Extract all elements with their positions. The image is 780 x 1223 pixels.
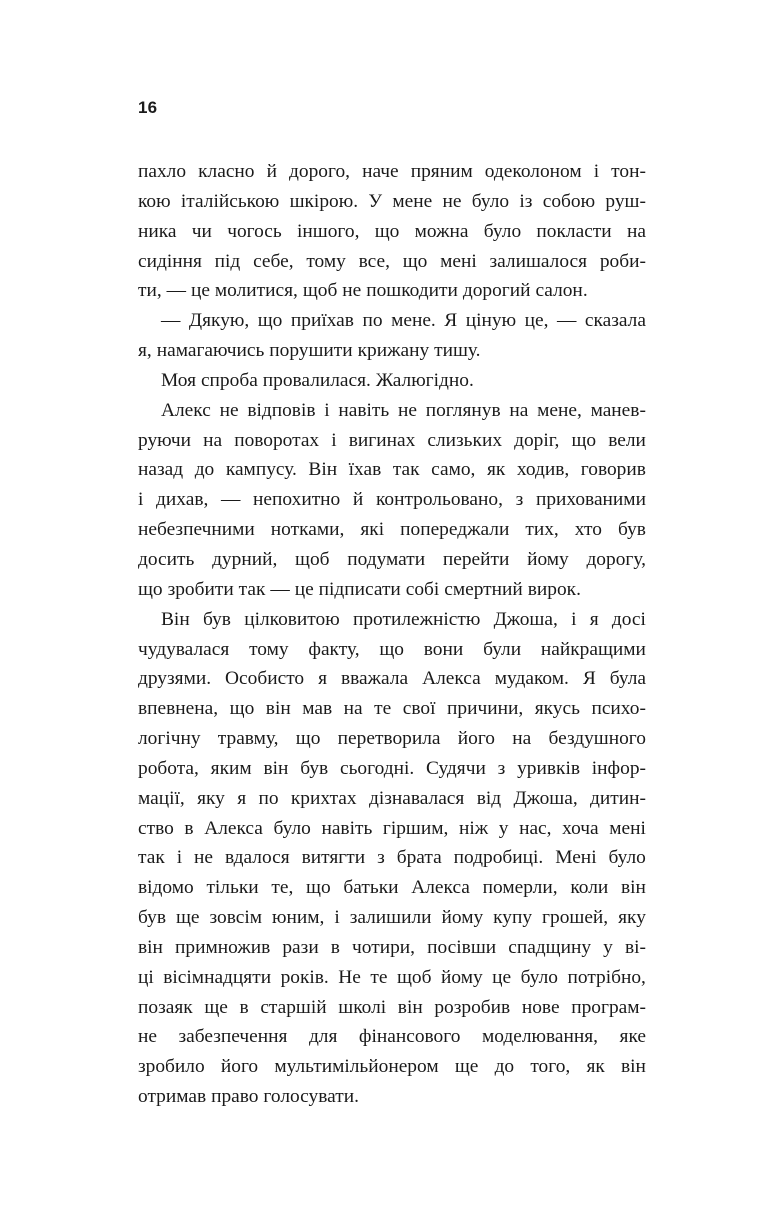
text-word: Алекса: [422, 668, 481, 690]
text-word: були: [483, 638, 522, 660]
text-word: примножив: [175, 936, 271, 958]
text-word: купу: [493, 907, 533, 929]
text-word: розробив: [434, 996, 511, 1018]
text-word: на: [626, 220, 646, 242]
text-word: це: [492, 966, 512, 988]
text-word: і: [138, 489, 144, 511]
text-word: Судячи: [426, 757, 486, 779]
text-word: спадщину: [508, 936, 592, 958]
text-line: що зробити так — це підписати собі смертний вирок.: [138, 578, 581, 600]
text-word: логічну: [138, 728, 201, 750]
text-word: поворотах: [234, 429, 320, 451]
text-word: перейти: [442, 548, 510, 570]
text-word: собою: [542, 190, 596, 212]
text-word: що: [571, 429, 597, 451]
text-word: говорив: [580, 459, 646, 481]
text-word: якусь: [534, 698, 580, 720]
text-word: старшій: [260, 996, 327, 1018]
text-word: того,: [530, 1056, 571, 1078]
text-line: [138, 993, 646, 1023]
text-word: яку: [197, 787, 225, 809]
text-word: і: [334, 907, 340, 929]
text-word: італійською: [180, 190, 280, 212]
text-line: я, намагаючись порушити крижану тишу.: [138, 340, 481, 362]
text-line: [138, 187, 646, 217]
text-word: фінансового: [358, 1026, 461, 1048]
text-word: я: [318, 668, 328, 690]
text-word: приїхав: [290, 310, 354, 332]
text-line: [138, 426, 646, 456]
text-word: мене,: [537, 399, 582, 421]
text-word: пряним: [410, 161, 473, 182]
text-word: Алекс: [161, 399, 211, 421]
text-word: мультимільйонером: [274, 1056, 439, 1078]
text-line: [138, 455, 646, 485]
text-word: по: [362, 310, 383, 332]
text-word: подумати: [347, 548, 426, 570]
text-word: поглянув: [425, 399, 501, 421]
paragraph: [138, 306, 646, 366]
text-word: мені: [440, 250, 477, 272]
text-word: досить: [138, 548, 195, 570]
text-word: що: [257, 310, 283, 332]
text-word: школі: [338, 996, 387, 1018]
text-word: у: [498, 817, 509, 839]
text-word: що: [306, 877, 331, 899]
text-word: те,: [271, 877, 294, 899]
text-word: У: [368, 190, 383, 212]
text-word: ника: [138, 220, 177, 242]
text-word: у: [603, 936, 613, 958]
text-word: Він: [308, 459, 338, 481]
text-word: класно: [198, 161, 255, 182]
text-word: в: [184, 817, 194, 839]
text-word: рази: [282, 936, 319, 958]
text-word: які: [360, 519, 385, 541]
text-word: контрольовано,: [375, 489, 503, 511]
text-word: дізнавалася: [368, 787, 465, 809]
text-word: чудувалася: [138, 638, 230, 660]
text-word: до: [194, 459, 215, 481]
paragraph: [138, 157, 646, 306]
text-word: ві-: [624, 936, 646, 958]
text-word: подробиці.: [453, 847, 544, 869]
text-word: вигинах: [348, 429, 416, 451]
text-word: йому: [441, 966, 483, 988]
text-word: був: [300, 757, 329, 779]
text-word: ціную: [465, 310, 517, 332]
text-word: залишили: [349, 907, 432, 929]
text-word: не: [138, 1026, 157, 1048]
text-word: не: [194, 847, 214, 869]
text-word: наче: [362, 161, 399, 182]
text-word: позаяк: [138, 996, 193, 1018]
text-word: протилежністю: [352, 608, 481, 630]
text-word: мене.: [391, 310, 436, 332]
text-line: ти, — це молитися, щоб не пошкодити дорогий салон.: [138, 280, 588, 302]
text-line: [138, 754, 646, 784]
text-word: тон-: [611, 161, 646, 182]
text-word: залишалося: [489, 250, 588, 272]
text-word: травму,: [217, 728, 279, 750]
text-word: себе,: [253, 250, 294, 272]
text-line: [138, 784, 646, 814]
text-word: мене: [392, 190, 433, 212]
text-word: само,: [431, 459, 476, 481]
text-word: він: [265, 698, 291, 720]
text-word: сьогодні.: [339, 757, 415, 779]
text-word: йому: [441, 907, 484, 929]
text-word: крихтах: [290, 787, 357, 809]
text-word: робота,: [138, 757, 199, 779]
text-word: нове: [521, 996, 560, 1018]
text-word: до: [494, 1056, 515, 1078]
text-word: попереджали: [400, 519, 510, 541]
text-word: кампусу.: [225, 459, 297, 481]
text-word: не: [442, 190, 462, 212]
text-word: що: [295, 728, 321, 750]
text-word: нотками,: [270, 519, 345, 541]
text-word: Я: [444, 310, 458, 332]
text-word: коли: [570, 877, 609, 899]
text-word: покласти: [536, 220, 612, 242]
text-word: назад: [138, 459, 184, 481]
text-word: я: [589, 608, 599, 630]
text-word: гіршим,: [382, 817, 449, 839]
text-word: що: [229, 698, 255, 720]
text-word: він: [621, 1056, 646, 1078]
text-word: непохитно: [253, 489, 341, 511]
text-line: [138, 664, 646, 694]
text-word: мудаком.: [494, 668, 569, 690]
text-word: Він: [161, 608, 190, 630]
text-word: грошей,: [542, 907, 609, 929]
text-line: [138, 306, 646, 336]
text-word: мав: [302, 698, 333, 720]
text-word: пахло: [138, 161, 187, 182]
text-word: не: [398, 399, 417, 421]
text-word: роби-: [599, 250, 646, 272]
text-word: було: [520, 966, 558, 988]
text-word: і: [593, 161, 600, 182]
text-word: що: [374, 220, 400, 242]
text-word: доріг,: [514, 429, 560, 451]
text-line: [138, 635, 646, 665]
paragraph: [138, 396, 646, 605]
text-word: й: [266, 161, 277, 182]
text-word: від: [476, 787, 502, 809]
text-word: витягти: [301, 847, 366, 869]
text-word: —: [221, 489, 241, 511]
text-word: яким: [210, 757, 252, 779]
text-word: тих,: [525, 519, 559, 541]
text-word: щоб: [397, 966, 432, 988]
text-word: з: [497, 757, 506, 779]
text-word: тільки: [206, 877, 259, 899]
text-word: дорого,: [289, 161, 350, 182]
text-word: йому: [527, 548, 569, 570]
text-word: для: [308, 1026, 338, 1048]
text-word: свої: [402, 698, 436, 720]
text-word: факту,: [308, 638, 360, 660]
text-word: як: [586, 1056, 605, 1078]
text-word: дитин-: [590, 787, 646, 809]
text-word: під: [214, 250, 241, 272]
text-word: ходив,: [516, 459, 570, 481]
body-text-block: [138, 157, 646, 1112]
text-word: юним,: [272, 907, 325, 929]
text-word: його: [220, 1056, 259, 1078]
text-word: вісімнадцяти: [163, 966, 272, 988]
text-word: навіть: [338, 399, 390, 421]
text-word: руючи: [138, 429, 192, 451]
text-word: по: [258, 787, 279, 809]
text-word: що: [402, 250, 428, 272]
text-word: манев-: [590, 399, 646, 421]
text-word: одеколоном: [484, 161, 582, 182]
text-word: із: [519, 190, 533, 212]
text-line: [138, 217, 646, 247]
text-word: сказала: [584, 310, 646, 332]
text-word: й: [352, 489, 364, 511]
text-word: було: [483, 220, 522, 242]
text-word: Джоша,: [513, 787, 578, 809]
text-word: перетворила: [337, 728, 441, 750]
text-word: в: [330, 936, 340, 958]
text-line: [138, 605, 646, 635]
text-word: небезпечними: [138, 519, 255, 541]
text-word: і: [331, 429, 337, 451]
text-word: був: [138, 907, 166, 929]
text-word: років.: [280, 966, 329, 988]
text-word: яку: [618, 907, 646, 929]
text-word: дурний,: [212, 548, 278, 570]
text-word: можна: [414, 220, 469, 242]
text-word: хто: [574, 519, 602, 541]
text-line: [138, 963, 646, 993]
text-word: з: [515, 489, 524, 511]
text-word: те: [374, 698, 392, 720]
text-word: відповів: [247, 399, 316, 421]
text-line: [138, 1052, 646, 1082]
text-word: з: [377, 847, 385, 869]
text-line: [138, 545, 646, 575]
text-word: ніж: [458, 817, 489, 839]
text-word: і: [176, 847, 183, 869]
text-word: іншого,: [297, 220, 360, 242]
text-word: він: [397, 996, 423, 1018]
text-line: отримав право голосувати.: [138, 1086, 359, 1108]
text-word: шкірою.: [289, 190, 359, 212]
text-line: [138, 157, 646, 187]
text-word: був: [202, 608, 231, 630]
text-word: їхав: [348, 459, 382, 481]
text-word: що: [379, 638, 404, 660]
text-line: [138, 1022, 646, 1052]
text-word: нас,: [519, 817, 552, 839]
text-word: щоб: [295, 548, 330, 570]
text-word: Алекса: [204, 817, 263, 839]
text-word: уривків: [517, 757, 580, 779]
text-word: руш-: [605, 190, 646, 212]
text-line: [138, 694, 646, 724]
paragraph: [138, 366, 646, 396]
text-word: ще: [175, 907, 200, 929]
text-word: як: [486, 459, 506, 481]
text-word: посівши: [427, 936, 497, 958]
text-word: було: [608, 847, 646, 869]
text-word: слизьких: [427, 429, 503, 451]
text-word: Не: [338, 966, 361, 988]
text-word: дихав,: [156, 489, 209, 511]
text-word: впевнена,: [138, 698, 219, 720]
text-word: відомо: [138, 877, 194, 899]
text-word: мені: [609, 817, 646, 839]
text-word: на: [203, 429, 223, 451]
text-word: була: [609, 668, 646, 690]
text-word: програм-: [571, 996, 646, 1018]
text-line: [138, 724, 646, 754]
text-line: [138, 873, 646, 903]
text-line: Моя спроба провалилася. Жалюгідно.: [161, 369, 474, 391]
text-word: не: [219, 399, 239, 421]
text-word: причини,: [447, 698, 524, 720]
text-line: [138, 485, 646, 515]
text-word: на: [509, 399, 529, 421]
text-line: [138, 396, 646, 426]
text-word: навіть: [321, 817, 373, 839]
text-word: яке: [619, 1026, 646, 1048]
text-word: —: [556, 310, 577, 332]
text-word: вели: [608, 429, 646, 451]
text-word: моделювання,: [481, 1026, 599, 1048]
text-word: прихованими: [535, 489, 646, 511]
text-word: було: [273, 817, 311, 839]
text-word: і: [324, 399, 330, 421]
text-word: все,: [358, 250, 390, 272]
text-word: був: [617, 519, 646, 541]
text-word: і: [571, 608, 577, 630]
text-word: Особисто: [225, 668, 305, 690]
text-word: було: [471, 190, 510, 212]
text-word: чи: [191, 220, 212, 242]
text-word: чотири,: [352, 936, 416, 958]
text-word: це,: [524, 310, 549, 332]
page-number: 16: [138, 98, 158, 117]
text-word: тому: [249, 638, 289, 660]
text-word: я: [237, 787, 247, 809]
paragraph: [138, 605, 646, 1112]
text-word: інфор-: [591, 757, 646, 779]
text-word: найкращими: [540, 638, 646, 660]
text-word: зробило: [138, 1056, 205, 1078]
text-word: чогось: [227, 220, 282, 242]
text-word: мації,: [138, 787, 185, 809]
text-word: те: [370, 966, 388, 988]
text-word: зовсім: [209, 907, 263, 929]
text-line: [138, 843, 646, 873]
text-word: він: [138, 936, 163, 958]
text-line: [138, 247, 646, 277]
text-word: Алекса: [411, 877, 470, 899]
text-word: Мені: [555, 847, 597, 869]
text-word: померли,: [482, 877, 558, 899]
text-line: [138, 933, 646, 963]
text-word: —: [161, 310, 181, 332]
text-word: досі: [611, 608, 646, 630]
text-word: він: [263, 757, 289, 779]
text-word: Джоша,: [493, 608, 558, 630]
text-word: ці: [138, 966, 154, 988]
text-word: на: [512, 728, 532, 750]
text-word: хоча: [562, 817, 599, 839]
text-word: потрібно,: [567, 966, 646, 988]
text-line: [138, 903, 646, 933]
text-word: ство: [138, 817, 174, 839]
text-word: тому: [306, 250, 346, 272]
text-word: на: [343, 698, 363, 720]
text-line: [138, 515, 646, 545]
text-word: він: [620, 877, 646, 899]
text-word: його: [457, 728, 495, 750]
text-word: батьки: [343, 877, 399, 899]
text-word: в: [239, 996, 249, 1018]
text-word: ще: [454, 1056, 479, 1078]
text-word: кою: [138, 190, 171, 212]
text-word: бездушного: [548, 728, 646, 750]
text-word: так: [138, 847, 165, 869]
text-word: забезпечення: [178, 1026, 288, 1048]
text-word: цілковитою: [244, 608, 340, 630]
text-word: вдалося: [224, 847, 290, 869]
text-word: Я: [582, 668, 596, 690]
text-word: Дякую,: [188, 310, 250, 332]
text-word: друзями.: [138, 668, 212, 690]
text-word: брата: [396, 847, 442, 869]
text-word: ще: [204, 996, 228, 1018]
text-line: [138, 814, 646, 844]
text-word: вважала: [340, 668, 409, 690]
text-word: дорогу,: [586, 548, 646, 570]
text-word: психо-: [591, 698, 646, 720]
text-word: вони: [423, 638, 464, 660]
text-word: сидіння: [138, 250, 202, 272]
text-word: так: [392, 459, 420, 481]
